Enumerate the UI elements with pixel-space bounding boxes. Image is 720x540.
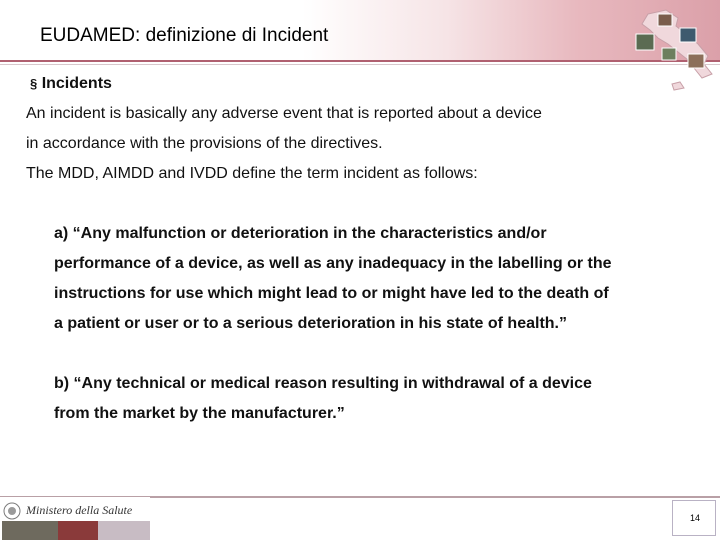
svg-text:Ministero della Salute: Ministero della Salute	[26, 503, 133, 517]
title-divider	[0, 60, 720, 62]
ministero-salute-logo-icon	[0, 497, 150, 540]
quote-a-line: instructions for use which might lead to or might have led to the death of	[54, 285, 609, 302]
body-line: The MDD, AIMDD and IVDD define the term incident as follows:	[26, 165, 478, 182]
page-number-box	[672, 500, 716, 536]
page-number: 14	[689, 513, 700, 523]
bullet-marker: §	[30, 76, 38, 91]
quote-a-line: a patient or user or to a serious deterioration in his state of health.”	[54, 315, 567, 332]
body-line: in accordance with the provisions of the directives.	[26, 135, 383, 152]
section-heading	[30, 74, 112, 94]
heading-text: Incidents	[41, 75, 112, 92]
page-title: EUDAMED: definizione di Incident	[40, 25, 329, 46]
quote-a-line: a) “Any malfunction or deterioration in the characteristics and/or	[54, 225, 547, 242]
quote-a-line: performance of a device, as well as any inadequacy in the labelling or the	[54, 255, 612, 272]
quote-b-line: from the market by the manufacturer.”	[54, 405, 345, 422]
quote-b-line: b) “Any technical or medical reason resulting in withdrawal of a device	[54, 375, 592, 392]
italy-map-logo-icon	[628, 4, 718, 94]
body-line: An incident is basically any adverse event that is reported about a device	[26, 105, 542, 122]
title-divider-thin	[0, 64, 720, 65]
